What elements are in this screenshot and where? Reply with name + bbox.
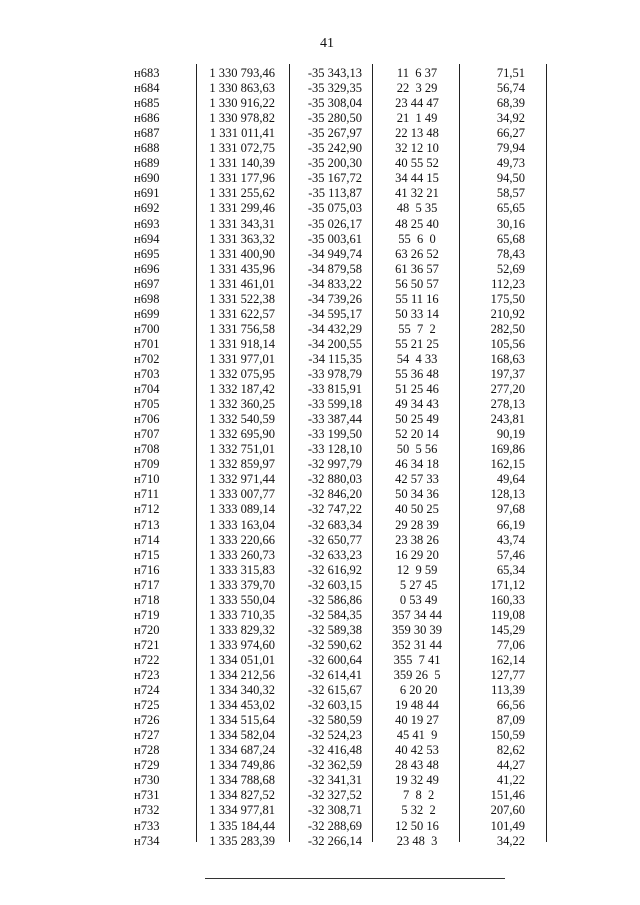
x-coordinate: 1 330 793,46 — [209, 66, 275, 80]
x-coordinate: 1 334 788,68 — [209, 773, 275, 788]
x-coordinate: 1 333 163,04 — [209, 517, 275, 532]
distance: 65,65 — [496, 201, 525, 216]
x-coordinate: 1 331 522,38 — [209, 291, 275, 306]
distance: 49,73 — [496, 156, 525, 171]
x-coordinate: 1 332 187,42 — [209, 382, 275, 397]
x-coordinate: 1 331 011,41 — [209, 126, 275, 141]
distance: 197,37 — [490, 367, 525, 381]
distance: 162,15 — [490, 457, 525, 472]
distance: 34,22 — [496, 833, 525, 848]
point-id: н709 — [134, 457, 160, 472]
x-coordinate: 1 331 299,46 — [209, 201, 275, 216]
direction-angle: 21 1 49 — [396, 111, 438, 126]
y-coordinate: -34 595,17 — [307, 306, 362, 321]
distance: 78,43 — [496, 246, 525, 261]
y-coordinate: -35 329,35 — [307, 81, 362, 96]
direction-angle: 5 27 45 — [396, 577, 438, 592]
point-id: н693 — [134, 216, 160, 231]
y-coordinate: -34 833,22 — [307, 276, 362, 291]
point-id: н711 — [134, 487, 159, 502]
distance: 30,16 — [496, 216, 525, 231]
direction-angle: 19 32 49 — [395, 773, 439, 788]
x-coordinate: 1 332 695,90 — [209, 427, 275, 442]
point-id: н726 — [134, 713, 160, 728]
distance: 277,20 — [490, 382, 525, 397]
y-coordinate: -33 599,18 — [307, 397, 362, 412]
x-coordinate: 1 334 453,02 — [209, 698, 275, 713]
point-id: н732 — [134, 803, 160, 818]
direction-angle: 50 34 36 — [395, 487, 439, 502]
y-coordinate: -32 288,69 — [307, 818, 362, 833]
direction-angle: 22 3 29 — [396, 81, 438, 96]
distance: 43,74 — [496, 532, 525, 547]
x-coordinate: 1 335 283,39 — [209, 833, 275, 848]
x-coordinate: 1 331 461,01 — [209, 276, 275, 291]
distance: 243,81 — [490, 412, 525, 427]
x-coordinate: 1 334 212,56 — [209, 668, 275, 682]
distance: 128,13 — [490, 487, 525, 502]
direction-angle: 41 32 21 — [395, 186, 439, 201]
page-number: 41 — [320, 36, 334, 51]
x-coordinate: 1 334 977,81 — [209, 803, 275, 818]
point-id: н705 — [134, 397, 160, 412]
direction-angle: 55 6 0 — [398, 231, 436, 246]
x-coordinate: 1 331 435,96 — [209, 261, 275, 276]
point-id: н720 — [134, 622, 160, 637]
x-coordinate: 1 334 582,04 — [209, 728, 275, 743]
point-id: н697 — [134, 276, 160, 291]
x-coordinate: 1 331 177,96 — [209, 171, 275, 186]
point-id: н699 — [134, 306, 160, 321]
x-coordinate: 1 334 051,01 — [209, 652, 275, 667]
y-coordinate: -35 343,13 — [307, 66, 362, 80]
point-id: н692 — [134, 201, 160, 216]
x-coordinate: 1 331 072,75 — [209, 141, 275, 156]
point-id: н710 — [134, 472, 160, 487]
y-coordinate: -35 167,72 — [307, 171, 362, 186]
y-coordinate: -32 997,79 — [307, 457, 362, 472]
x-coordinate: 1 332 751,01 — [209, 442, 275, 457]
distance: 168,63 — [490, 351, 525, 366]
x-coordinate: 1 330 916,22 — [209, 96, 275, 111]
x-coordinate: 1 331 140,39 — [209, 156, 275, 171]
direction-angle: 48 25 40 — [395, 216, 439, 231]
x-coordinate: 1 332 859,97 — [209, 457, 275, 472]
direction-angle: 32 12 10 — [395, 141, 439, 156]
direction-angle: 6 20 20 — [396, 683, 438, 698]
direction-angle: 359 30 39 — [392, 622, 442, 637]
point-id: н716 — [134, 562, 160, 577]
distance: 97,68 — [496, 502, 525, 517]
distance: 282,50 — [490, 321, 525, 336]
direction-angle: 52 20 14 — [395, 427, 439, 442]
direction-angle: 40 19 27 — [395, 713, 439, 728]
y-coordinate: -32 308,71 — [307, 803, 362, 818]
direction-angle: 40 50 25 — [395, 502, 439, 517]
direction-angle: 34 44 15 — [395, 171, 439, 186]
y-coordinate: -35 280,50 — [307, 111, 362, 126]
direction-angle: 357 34 44 — [392, 607, 442, 622]
direction-angle: 40 42 53 — [395, 743, 439, 758]
x-coordinate: 1 331 400,90 — [209, 246, 275, 261]
y-coordinate: -34 949,74 — [307, 246, 362, 261]
point-id: н717 — [134, 577, 160, 592]
distance: 65,34 — [496, 562, 525, 577]
distance: 150,59 — [490, 728, 525, 743]
x-coordinate: 1 333 220,66 — [209, 532, 275, 547]
distance: 207,60 — [490, 803, 525, 818]
y-coordinate: -35 308,04 — [307, 96, 362, 111]
distance: 68,39 — [496, 96, 525, 111]
y-coordinate: -32 633,23 — [307, 547, 362, 562]
x-coordinate: 1 333 007,77 — [209, 487, 275, 502]
point-id: н688 — [134, 141, 160, 156]
distance: 101,49 — [490, 818, 525, 833]
x-coordinate: 1 333 550,04 — [209, 592, 275, 607]
point-id: н706 — [134, 412, 160, 427]
column-divider — [546, 64, 547, 842]
y-coordinate: -33 815,91 — [307, 382, 362, 397]
y-coordinate: -35 267,97 — [307, 126, 362, 141]
distance: 160,33 — [490, 592, 525, 607]
direction-angle: 5 32 2 — [398, 803, 436, 818]
direction-angle: 40 55 52 — [395, 156, 439, 171]
x-coordinate: 1 333 379,70 — [209, 577, 275, 592]
x-coordinate: 1 334 827,52 — [209, 788, 275, 803]
y-coordinate: -35 113,87 — [308, 186, 362, 201]
y-coordinate: -32 603,15 — [307, 698, 362, 713]
x-coordinate: 1 331 255,62 — [209, 186, 275, 201]
point-id: н691 — [134, 186, 160, 201]
point-id: н724 — [134, 683, 160, 698]
direction-angle: 23 38 26 — [395, 532, 439, 547]
point-id: н687 — [134, 126, 160, 141]
distance: 162,14 — [490, 652, 525, 667]
distance: 278,13 — [490, 397, 525, 412]
direction-angle: 50 33 14 — [395, 306, 439, 321]
y-coordinate: -33 199,50 — [307, 427, 362, 442]
point-id: н708 — [134, 442, 160, 457]
x-coordinate: 1 334 687,24 — [209, 743, 275, 758]
direction-angle: 23 48 3 — [396, 833, 438, 848]
y-coordinate: -32 266,14 — [307, 833, 362, 848]
x-coordinate: 1 333 710,35 — [209, 607, 275, 622]
point-id: н718 — [134, 592, 160, 607]
y-coordinate: -32 524,23 — [307, 728, 362, 743]
direction-angle: 45 41 9 — [396, 728, 438, 743]
distance: 145,29 — [490, 622, 525, 637]
point-id: н730 — [134, 773, 160, 788]
y-coordinate: -32 747,22 — [307, 502, 362, 517]
distance: 58,57 — [496, 186, 525, 201]
distance: 57,46 — [496, 547, 525, 562]
point-id: н696 — [134, 261, 160, 276]
point-id: н731 — [134, 788, 160, 803]
direction-angle: 42 57 33 — [395, 472, 439, 487]
x-coordinate: 1 332 075,95 — [209, 367, 275, 381]
y-coordinate: -32 341,31 — [307, 773, 362, 788]
distance: 210,92 — [490, 306, 525, 321]
direction-angle: 359 26 5 — [393, 668, 441, 682]
y-coordinate: -34 432,29 — [307, 321, 362, 336]
x-coordinate: 1 333 974,60 — [209, 637, 275, 652]
point-id: н725 — [134, 698, 160, 713]
point-id: н703 — [134, 367, 160, 381]
direction-angle: 7 8 2 — [399, 788, 435, 803]
point-id: н714 — [134, 532, 160, 547]
y-coordinate: -34 115,35 — [308, 351, 362, 366]
direction-angle: 55 21 25 — [395, 336, 439, 351]
distance: 77,06 — [496, 637, 525, 652]
x-coordinate: 1 331 756,58 — [209, 321, 275, 336]
y-coordinate: -32 589,38 — [307, 622, 362, 637]
point-id: н698 — [134, 291, 160, 306]
distance: 52,69 — [496, 261, 525, 276]
x-coordinate: 1 331 918,14 — [209, 336, 275, 351]
y-coordinate: -32 590,62 — [307, 637, 362, 652]
y-coordinate: -32 327,52 — [307, 788, 362, 803]
x-coordinate: 1 333 315,83 — [209, 562, 275, 577]
y-coordinate: -32 584,35 — [307, 607, 362, 622]
distance: 66,27 — [496, 126, 525, 141]
distance: 79,94 — [496, 141, 525, 156]
y-coordinate: -32 600,64 — [307, 652, 362, 667]
y-coordinate: -34 200,55 — [307, 336, 362, 351]
x-coordinate: 1 332 971,44 — [209, 472, 275, 487]
distance: 113,39 — [491, 683, 525, 698]
x-coordinate: 1 333 089,14 — [209, 502, 275, 517]
y-coordinate: -32 614,41 — [307, 668, 362, 682]
direction-angle: 48 5 35 — [396, 201, 438, 216]
direction-angle: 63 26 52 — [395, 246, 439, 261]
x-coordinate: 1 334 749,86 — [209, 758, 275, 773]
x-coordinate: 1 334 515,64 — [209, 713, 275, 728]
x-coordinate: 1 332 360,25 — [209, 397, 275, 412]
point-id: н728 — [134, 743, 160, 758]
bottom-rule — [205, 878, 505, 879]
distance: 82,62 — [496, 743, 525, 758]
point-id: н702 — [134, 351, 160, 366]
direction-angle: 352 31 44 — [392, 637, 442, 652]
direction-angle: 0 53 49 — [396, 592, 438, 607]
distance: 34,92 — [496, 111, 525, 126]
point-id: н689 — [134, 156, 160, 171]
direction-angle: 29 28 39 — [395, 517, 439, 532]
y-coordinate: -32 586,86 — [307, 592, 362, 607]
direction-angle: 12 9 59 — [396, 562, 438, 577]
direction-angle: 56 50 57 — [395, 276, 439, 291]
direction-angle: 355 7 41 — [393, 652, 441, 667]
direction-angle: 23 44 47 — [395, 96, 439, 111]
point-id: н713 — [134, 517, 160, 532]
point-id: н694 — [134, 231, 160, 246]
distance: 90,19 — [496, 427, 525, 442]
y-coordinate: -32 362,59 — [307, 758, 362, 773]
x-coordinate: 1 330 863,63 — [209, 81, 275, 96]
x-coordinate: 1 334 340,32 — [209, 683, 275, 698]
column-divider — [459, 64, 460, 842]
point-id: н683 — [134, 66, 160, 80]
point-id: н719 — [134, 607, 160, 622]
x-coordinate: 1 331 622,57 — [209, 306, 275, 321]
x-coordinate: 1 333 829,32 — [209, 622, 275, 637]
direction-angle: 16 29 20 — [395, 547, 439, 562]
point-id: н734 — [134, 833, 160, 848]
point-id: н712 — [134, 502, 160, 517]
distance: 66,56 — [496, 698, 525, 713]
distance: 169,86 — [490, 442, 525, 457]
point-id: н695 — [134, 246, 160, 261]
distance: 105,56 — [490, 336, 525, 351]
y-coordinate: -34 879,58 — [307, 261, 362, 276]
point-id: н704 — [134, 382, 160, 397]
direction-angle: 55 11 16 — [395, 291, 439, 306]
y-coordinate: -32 880,03 — [307, 472, 362, 487]
y-coordinate: -35 200,30 — [307, 156, 362, 171]
direction-angle: 12 50 16 — [395, 818, 439, 833]
distance: 151,46 — [490, 788, 525, 803]
point-id: н684 — [134, 81, 160, 96]
point-id: н722 — [134, 652, 160, 667]
direction-angle: 49 34 43 — [395, 397, 439, 412]
distance: 112,23 — [491, 276, 525, 291]
x-coordinate: 1 330 978,82 — [209, 111, 275, 126]
direction-angle: 55 7 2 — [398, 321, 436, 336]
distance: 65,68 — [496, 231, 525, 246]
direction-angle: 61 36 57 — [395, 261, 439, 276]
point-id: н707 — [134, 427, 160, 442]
x-coordinate: 1 331 343,31 — [209, 216, 275, 231]
x-coordinate: 1 331 363,32 — [209, 231, 275, 246]
y-coordinate: -32 615,67 — [307, 683, 362, 698]
y-coordinate: -32 683,34 — [307, 517, 362, 532]
x-coordinate: 1 331 977,01 — [209, 351, 275, 366]
point-id: н686 — [134, 111, 160, 126]
point-id: н729 — [134, 758, 160, 773]
direction-angle: 50 25 49 — [395, 412, 439, 427]
column-divider — [372, 64, 373, 842]
direction-angle: 50 5 56 — [396, 442, 438, 457]
y-coordinate: -34 739,26 — [307, 291, 362, 306]
point-id: н727 — [134, 728, 160, 743]
distance: 87,09 — [496, 713, 525, 728]
y-coordinate: -35 242,90 — [307, 141, 362, 156]
y-coordinate: -33 387,44 — [307, 412, 362, 427]
distance: 94,50 — [496, 171, 525, 186]
distance: 175,50 — [490, 291, 525, 306]
distance: 171,12 — [490, 577, 525, 592]
direction-angle: 54 4 33 — [396, 351, 438, 366]
y-coordinate: -32 603,15 — [307, 577, 362, 592]
x-coordinate: 1 333 260,73 — [209, 547, 275, 562]
point-id: н715 — [134, 547, 160, 562]
x-coordinate: 1 332 540,59 — [209, 412, 275, 427]
distance: 119,08 — [491, 607, 525, 622]
direction-angle: 19 48 44 — [395, 698, 439, 713]
point-id: н685 — [134, 96, 160, 111]
point-id: н723 — [134, 668, 160, 682]
direction-angle: 28 43 48 — [395, 758, 439, 773]
direction-angle: 51 25 46 — [395, 382, 439, 397]
direction-angle: 46 34 18 — [395, 457, 439, 472]
distance: 71,51 — [496, 66, 525, 80]
point-id: н733 — [134, 818, 160, 833]
direction-angle: 55 36 48 — [395, 367, 439, 381]
y-coordinate: -32 416,48 — [307, 743, 362, 758]
point-id: н701 — [134, 336, 160, 351]
distance: 66,19 — [496, 517, 525, 532]
point-id: н700 — [134, 321, 160, 336]
distance: 41,22 — [496, 773, 525, 788]
distance: 127,77 — [490, 668, 525, 682]
y-coordinate: -35 026,17 — [307, 216, 362, 231]
y-coordinate: -32 650,77 — [307, 532, 362, 547]
y-coordinate: -32 580,59 — [307, 713, 362, 728]
y-coordinate: -33 978,79 — [307, 367, 362, 381]
y-coordinate: -35 003,61 — [307, 231, 362, 246]
y-coordinate: -32 846,20 — [307, 487, 362, 502]
direction-angle: 11 6 37 — [396, 66, 438, 80]
y-coordinate: -35 075,03 — [307, 201, 362, 216]
point-id: н721 — [134, 637, 160, 652]
point-id: н690 — [134, 171, 160, 186]
direction-angle: 22 13 48 — [395, 126, 439, 141]
distance: 49,64 — [496, 472, 525, 487]
distance: 44,27 — [496, 758, 525, 773]
y-coordinate: -33 128,10 — [307, 442, 362, 457]
y-coordinate: -32 616,92 — [307, 562, 362, 577]
distance: 56,74 — [496, 81, 525, 96]
x-coordinate: 1 335 184,44 — [209, 818, 275, 833]
